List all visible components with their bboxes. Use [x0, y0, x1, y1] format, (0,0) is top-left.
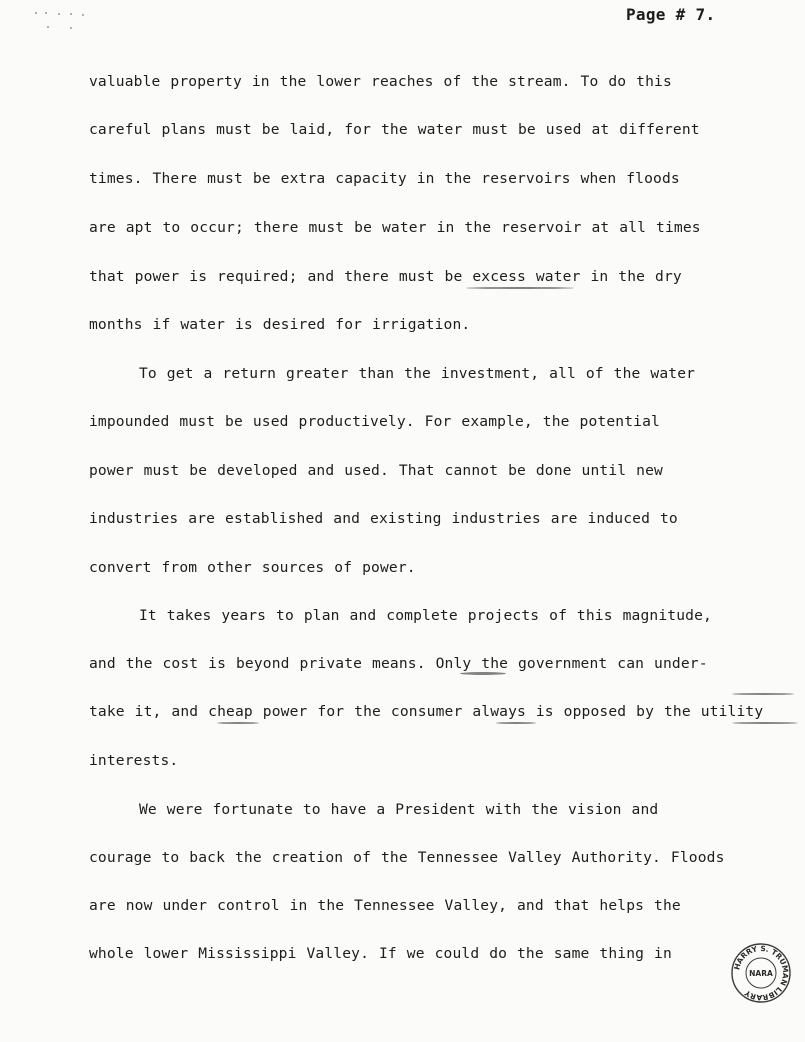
page-number: Page # 7.	[626, 5, 716, 24]
text-line: are now under control in the Tennessee Valley, and that helps the	[89, 897, 681, 914]
pencil-underline	[732, 693, 794, 695]
text-line: are apt to occur; there must be water in the reservoir at all times	[89, 219, 701, 236]
text-line: We were fortunate to have a President with the vision and	[139, 801, 659, 818]
pencil-underline	[732, 722, 798, 724]
text-line: careful plans must be laid, for the water must be used at different	[89, 121, 700, 138]
text-line: convert from other sources of power.	[89, 559, 416, 576]
text-line: times. There must be extra capacity in the reservoirs when floods	[89, 170, 680, 187]
text-line: industries are established and existing industries are induced to	[89, 510, 678, 527]
stamp-center-text: NARA	[749, 969, 773, 978]
text-line: valuable property in the lower reaches of the stream. To do this	[89, 73, 672, 90]
text-line: whole lower Mississippi Valley. If we could do the same thing in	[89, 945, 672, 962]
text-line: power must be developed and used. That cannot be done until new	[89, 462, 663, 479]
text-line: take it, and cheap power for the consumer always is opposed by the utility	[89, 703, 764, 720]
pencil-underline	[217, 722, 259, 724]
pencil-underline	[496, 722, 536, 724]
pencil-underline	[466, 287, 574, 289]
text-line: interests.	[89, 752, 179, 769]
text-line: To get a return greater than the investment, all of the water	[139, 365, 696, 382]
text-line: impounded must be used productively. For example, the potential	[89, 413, 660, 430]
text-line: courage to back the creation of the Tennessee Valley Authority. Floods	[89, 849, 725, 866]
stamp-ring-text: HARRY S. TRUMAN LIBRARY	[732, 943, 791, 1003]
text-line: months if water is desired for irrigation.	[89, 316, 471, 333]
text-line: that power is required; and there must be excess water in the dry	[89, 268, 682, 285]
library-stamp	[730, 942, 792, 1004]
text-line: and the cost is beyond private means. Only the government can under-	[89, 655, 708, 672]
text-line: It takes years to plan and complete projects of this magnitude,	[139, 607, 712, 624]
pencil-underline	[460, 672, 506, 675]
